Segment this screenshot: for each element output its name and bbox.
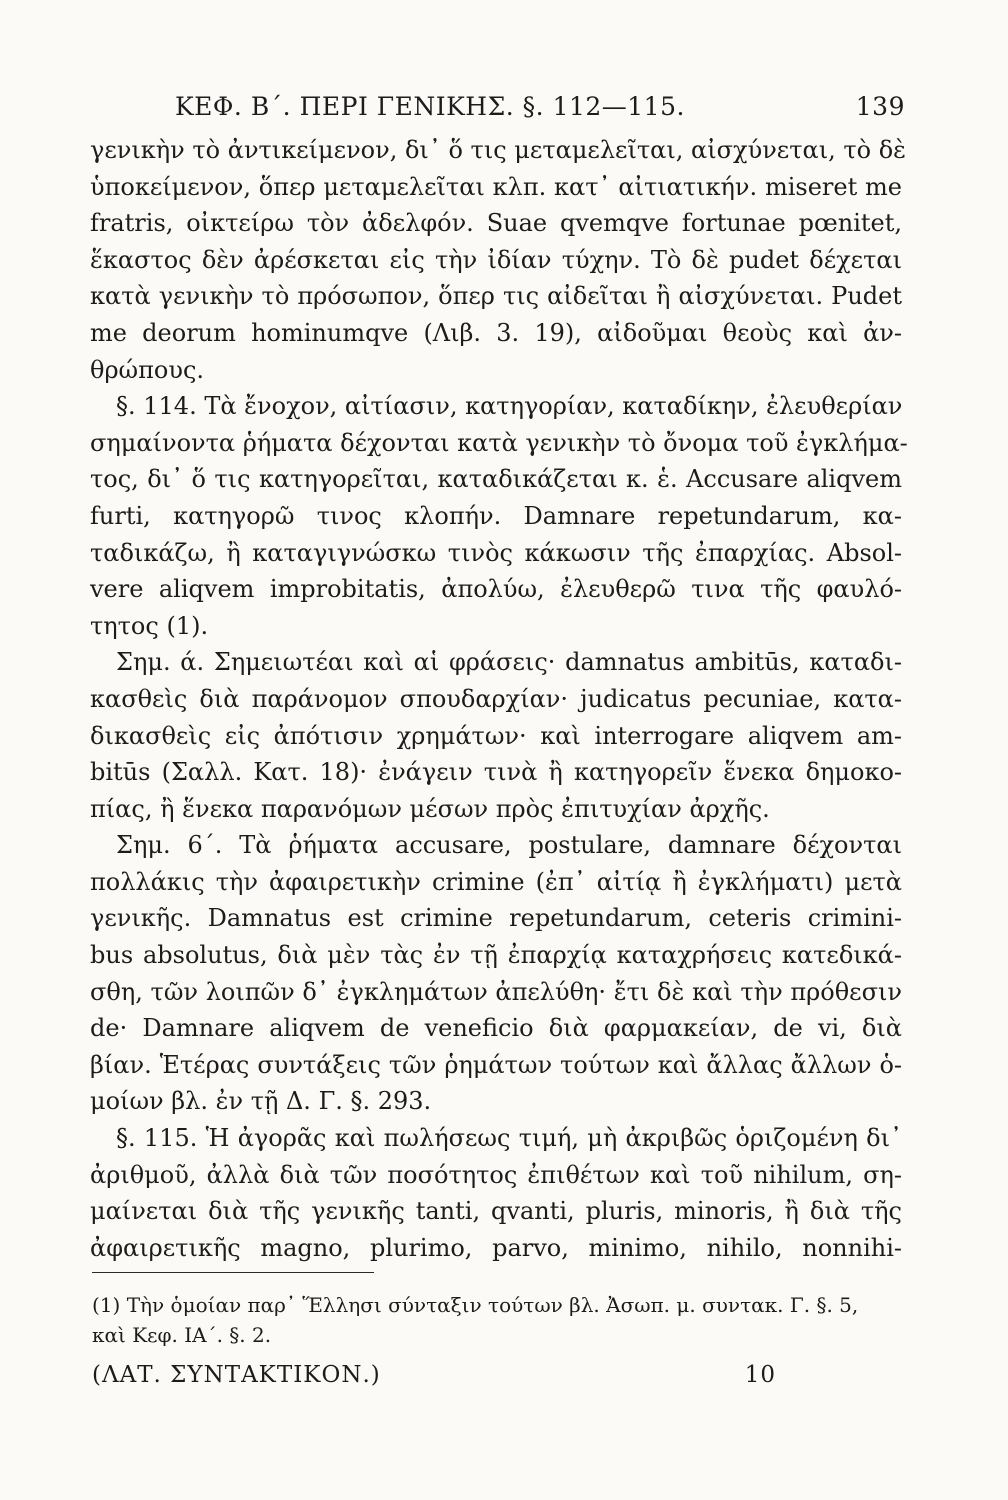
- sheet-number: 10: [744, 1362, 776, 1388]
- text-line: δικασθεὶς εἰς ἀπότισιν χρημάτων· καὶ interrogare aliqvem am-: [90, 721, 902, 750]
- text-line: ταδικάζω, ἢ καταγιγνώσκω τινὸς κάκωσιν τῆς ἐπαρχίας. Absol-: [90, 538, 902, 567]
- text-line: γενικὴν τὸ ἀντικείμενον, δι᾽ ὅ τις μεταμελεῖται, αἰσχύνεται, τὸ δὲ: [90, 136, 907, 164]
- text-line: θρώπους.: [90, 355, 205, 384]
- text-line: τος, δι᾽ ὅ τις κατηγορεῖται, καταδικάζεται κ. ἑ. Accusare aliqvem: [90, 465, 902, 494]
- page-header: [175, 92, 905, 121]
- text-line: μαίνεται διὰ τῆς γενικῆς tanti, qvanti, pluris, minoris, ἢ διὰ τῆς: [90, 1197, 902, 1226]
- text-line: Σημ. ά. Σημειωτέαι καὶ αἱ φράσεις· damnatus ambitūs, καταδι-: [116, 648, 902, 677]
- sheet-signature: (ΛΑΤ. ΣΥΝΤΑΚΤΙΚΟΝ.): [92, 1362, 381, 1388]
- text-line: βίαν. Ἑτέρας συντάξεις τῶν ῥημάτων τούτων καὶ ἄλλας ἄλλων ὁ-: [90, 1050, 902, 1079]
- text-line: ἀφαιρετικῆς magno, plurimo, parvo, minimo, nihilo, nonnihi-: [90, 1233, 902, 1262]
- text-line: ὑποκείμενον, ὅπερ μεταμελεῖται κλπ. κατ᾽ αἰτιατικήν. miseret me: [90, 172, 902, 201]
- text-line: fratris, οἰκτείρω τὸν ἀδελφόν. Suae qvemqve fortunae pœnitet,: [90, 209, 902, 238]
- body-text: [90, 132, 908, 1266]
- footnote-line: καὶ Κεφ. ΙΑ΄. §. 2.: [92, 1323, 272, 1347]
- footnote-rule: [92, 1272, 374, 1273]
- text-line: bus absolutus, διὰ μὲν τὰς ἐν τῇ ἐπαρχίᾳ καταχρήσεις κατεδικά-: [90, 941, 902, 970]
- text-line: §. 114. Τὰ ἔνοχον, αἰτίασιν, κατηγορίαν, καταδίκην, ἐλευθερίαν: [116, 392, 903, 421]
- footnotes: [92, 1290, 904, 1350]
- page-footer: [92, 1362, 776, 1388]
- text-line: vere aliqvem improbitatis, ἀπολύω, ἐλευθερῶ τινα τῆς φαυλό-: [90, 575, 902, 604]
- text-line: Σημ. 6΄. Τὰ ῥήματα accusare, postulare, damnare δέχονται: [116, 831, 902, 860]
- text-line: me deorum hominumqve (Λιβ. 3. 19), αἰδοῦμαι θεοὺς καὶ ἀν-: [90, 318, 902, 347]
- text-line: μοίων βλ. ἐν τῇ Δ. Γ. §. 293.: [90, 1087, 432, 1116]
- text-line: τητος (1).: [90, 611, 209, 640]
- page-number: 139: [855, 92, 905, 121]
- text-line: furti, κατηγορῶ τινος κλοπήν. Damnare repetundarum, κα-: [90, 501, 902, 530]
- text-line: πίας, ἢ ἕνεκα παρανόμων μέσων πρὸς ἐπιτυχίαν ἀρχῆς.: [90, 794, 770, 823]
- text-line: γενικῆς. Damnatus est crimine repetundarum, ceteris crimini-: [90, 904, 902, 933]
- text-line: κασθεὶς διὰ παράνομον σπουδαρχίαν· judicatus pecuniae, κατα-: [90, 684, 902, 713]
- text-line: §. 115. Ἡ ἀγορᾶς καὶ πωλήσεως τιμή, μὴ ἀκριβῶς ὁριζομένη δι᾽: [116, 1124, 902, 1153]
- text-line: πολλάκις τὴν ἀφαιρετικὴν crimine (ἐπ᾽ αἰτίᾳ ἢ ἐγκλήματι) μετὰ: [90, 867, 902, 896]
- text-line: ἀριθμοῦ, ἀλλὰ διὰ τῶν ποσότητος ἐπιθέτων καὶ τοῦ nihilum, ση-: [90, 1160, 902, 1189]
- running-title: ΚΕΦ. Β΄. ΠΕΡΙ ΓΕΝΙΚΗΣ. §. 112—115.: [175, 92, 685, 121]
- footnote-line: (1) Τὴν ὁμοίαν παρ᾽ Ἕλλησι σύνταξιν τούτων βλ. Ἀσωπ. μ. συντακ. Γ. §. 5,: [92, 1293, 859, 1317]
- text-line: ἕκαστος δὲν ἀρέσκεται εἰς τὴν ἰδίαν τύχην. Τὸ δὲ pudet δέχεται: [90, 245, 902, 274]
- text-line: bitūs (Σαλλ. Κατ. 18)· ἐνάγειν τινὰ ἢ κατηγορεῖν ἕνεκα δημοκο-: [90, 758, 902, 787]
- text-line: de· Damnare aliqvem de veneficio διὰ φαρμακείαν, de vi, διὰ: [90, 1014, 903, 1043]
- text-line: κατὰ γενικὴν τὸ πρόσωπον, ὅπερ τις αἰδεῖται ἢ αἰσχύνεται. Pudet: [90, 282, 902, 311]
- text-line: σημαίνοντα ῥήματα δέχονται κατὰ γενικὴν τὸ ὄνομα τοῦ ἐγκλήμα-: [90, 428, 908, 457]
- text-line: σθη, τῶν λοιπῶν δ᾽ ἐγκλημάτων ἀπελύθη· ἔτι δὲ καὶ τὴν πρόθεσιν: [90, 977, 902, 1006]
